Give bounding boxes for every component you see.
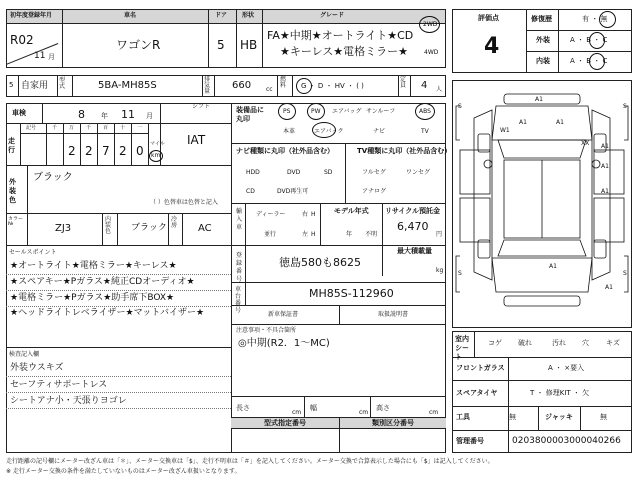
repair-circle <box>599 11 616 28</box>
notes-text: ◎中期(R2．1〜MC) <box>238 338 330 349</box>
inspection-month: 11 <box>121 108 135 121</box>
room-label: 室内シート <box>455 335 469 361</box>
recycle-value: 6,470 <box>397 220 429 233</box>
tv-analog: アナログ <box>362 188 387 195</box>
import-right: 右 <box>302 211 309 218</box>
length-unit: cm <box>292 409 302 416</box>
interior-grade-options: A ・ B ・ C <box>570 57 608 65</box>
drive-2wd: 2WD <box>423 21 438 28</box>
mileage-digit-3: 7 <box>102 144 110 158</box>
sales-points-label: セールスポイント <box>9 249 57 256</box>
color-code-value: ZJ3 <box>55 223 72 234</box>
model-value: 5BA-MH85S <box>98 80 157 91</box>
diagram-bracket-tr: S <box>623 103 627 110</box>
exterior-grade-label: 外装 <box>536 36 550 44</box>
import-left: 左 <box>302 231 309 238</box>
spare-label: スペアタイヤ <box>456 389 498 397</box>
import-parallel: 並行 <box>264 231 277 238</box>
equipment-airbag-2: エアバック <box>314 128 344 135</box>
exterior-grade-circle <box>589 32 605 49</box>
import-label: 輸入車 <box>236 208 243 231</box>
sales-line-2: ★スペアキー★Pガラス★純正CDオーディオ★ <box>10 277 195 287</box>
model-year-label: モデル年式 <box>334 207 369 215</box>
diagram-bracket-br: S <box>623 270 627 277</box>
inspection-label: 車検 <box>12 109 26 117</box>
mileage-label: 走行 <box>8 137 15 154</box>
nav-sd: SD <box>324 169 333 176</box>
import-dealer: ディーラー <box>256 211 286 218</box>
nav-dvd-play: DVD再生可 <box>277 188 309 195</box>
diagram-bracket-tl: S <box>458 103 462 110</box>
capacity-label: 定員 <box>400 76 407 89</box>
color-code-label: カラー№ <box>8 216 24 227</box>
shape-label: 形状 <box>242 12 255 19</box>
first-reg-year: R02 <box>10 33 34 47</box>
mileage-digit-2: 2 <box>85 144 93 158</box>
car-name: ワゴンR <box>116 38 161 52</box>
max-load-unit: kg <box>436 267 444 274</box>
doors-value: 5 <box>217 38 225 52</box>
room-item-4: 穴 <box>582 339 589 347</box>
doors-label: ドア <box>215 12 227 19</box>
diagram-mark-3: W1 <box>500 127 510 134</box>
diagram-mark-4: A1 <box>556 119 564 126</box>
mileage-unit-0: 千 <box>52 125 58 131</box>
repair-options: 有 ・ 無 <box>582 15 608 23</box>
interior-grade-label: 内装 <box>536 57 550 65</box>
equipment-tv: TV <box>421 128 429 135</box>
spare-value: T ・ 修理KIT ・ 欠 <box>530 389 590 397</box>
diagram-mark-2: A1 <box>519 119 527 126</box>
equipment-pw: PW <box>311 108 321 115</box>
chassis-label: 車台番号 <box>235 286 242 314</box>
capacity-unit: 人 <box>436 86 443 93</box>
score-value: 4 <box>484 34 500 59</box>
score-label: 評価点 <box>478 14 499 22</box>
inspector-line-1: 外装ウスキズ <box>10 363 64 373</box>
diagram-mark-8: A1 <box>601 188 609 195</box>
jack-label: ジャッキ <box>545 413 573 421</box>
plate-value: 徳島580も8625 <box>279 256 361 269</box>
glass-value: A ・ ×要入 <box>548 364 585 372</box>
mileage-remark-label: 記号 <box>26 125 37 131</box>
first-reg-month: 11 <box>34 51 46 61</box>
diagram-bracket-bl: S <box>458 270 462 277</box>
equipment-leather: 本革 <box>283 128 296 135</box>
category-label: 類別区分番号 <box>372 419 414 427</box>
diagram-mark-7: A1 <box>601 163 609 170</box>
import-handle-l: H <box>311 231 316 238</box>
equipment-airbag: エアバッグ <box>332 108 362 115</box>
model-label: 型式 <box>59 77 66 90</box>
exterior-label: 外装色 <box>9 178 16 204</box>
tools-value: 無 <box>509 413 516 421</box>
shape-value: HB <box>240 38 258 52</box>
exterior-grade-options: A ・ B ・ C <box>570 36 608 44</box>
drive-4wd: 4WD <box>424 49 439 56</box>
mileage-unit-3: 百 <box>103 125 109 131</box>
manual-label: 取扱説明書 <box>378 311 409 318</box>
diagram-mark-9: A1 <box>549 263 557 270</box>
mileage-unit-5: 一 <box>137 125 143 131</box>
inspection-year: 8 <box>78 108 85 121</box>
car-name-label: 車名 <box>124 12 137 19</box>
equipment-navi: ナビ <box>373 128 386 135</box>
length-label: 長さ <box>236 404 250 412</box>
fuel-label: 燃料 <box>280 76 287 89</box>
mileage-unit-km: km <box>151 152 161 159</box>
diagram-mark-10: A1 <box>605 284 613 291</box>
mileage-unit-2: 千 <box>86 125 92 131</box>
chassis-value: MH85S-112960 <box>309 287 394 300</box>
jack-value: 無 <box>600 413 607 421</box>
control-value: 0203800003000040266 <box>512 436 621 446</box>
use-value: 自家用 <box>21 81 49 91</box>
capacity-value: 4 <box>421 80 428 91</box>
ac-value: AC <box>198 223 212 234</box>
height-unit: cm <box>429 409 439 416</box>
footer-line-1: 走行距離の記号欄にメーター改ざん車は「＊」、メーター交換車は「$」、走行不明車は「＃」を記入してください。メーター交換で合算表示した場合にも「$」は記入してください。 <box>6 458 494 465</box>
mileage-unit-4: 十 <box>120 125 126 131</box>
inspection-year-unit: 年 <box>101 112 108 120</box>
max-load-label: 最大積載量 <box>397 247 432 255</box>
room-item-3: 汚れ <box>552 339 566 347</box>
nav-hdd: HDD <box>246 169 260 176</box>
diagram-mark-5: XX <box>581 140 590 147</box>
ac-label: 冷房 <box>171 216 178 229</box>
displacement-value: 660 <box>232 80 252 91</box>
interior-color-value: ブラック <box>131 223 167 233</box>
recycle-label: リサイクル預託金 <box>385 207 441 215</box>
control-label: 管理番号 <box>456 437 484 445</box>
repair-label: 修復歴 <box>531 15 552 23</box>
room-item-1: コゲ <box>488 339 502 347</box>
grade-line-2: ★キーレス★電格ミラー★ <box>280 45 409 58</box>
nav-dvd: DVD <box>287 169 301 176</box>
equipment-abs: ABS <box>419 108 431 115</box>
sales-line-3: ★電格ミラー★Pガラス★助手席下BOX★ <box>10 293 175 303</box>
tv-fullseg: フルセグ <box>362 169 386 176</box>
fuel-options: G ・ D ・ HV ・ ( ) <box>301 82 364 90</box>
sales-line-4: ★ヘッドライトレベライザー★マットバイザー★ <box>10 308 205 318</box>
shift-label: シフト <box>192 103 211 110</box>
model-year-unit: 年 <box>346 231 353 238</box>
width-unit: cm <box>359 409 369 416</box>
inspector-line-3: シートアナ小・天張りヨゴレ <box>10 396 127 406</box>
equipment-label: 装備品に丸印 <box>236 106 264 123</box>
tv-oneseg: ワンセグ <box>406 169 431 176</box>
notes-label: 注意事項・不具合箇所 <box>236 327 297 334</box>
plate-label: 登録番号 <box>236 252 243 283</box>
displacement-unit: cc <box>266 86 273 93</box>
nav-cd: CD <box>246 188 255 195</box>
sales-line-1: ★オートライト★電格ミラー★キーレス★ <box>10 261 177 271</box>
grade-label: グレード <box>320 12 345 19</box>
width-label: 幅 <box>310 404 317 412</box>
recycle-unit: 円 <box>436 231 443 238</box>
inspection-month-unit: 月 <box>146 112 153 120</box>
mileage-unit-1: 万 <box>69 125 75 131</box>
room-item-2: 破れ <box>518 339 532 347</box>
first-reg-month-unit: 月 <box>48 53 55 61</box>
inspector-line-2: セーフティサポートレス <box>10 380 108 390</box>
mileage-digit-5: 0 <box>136 144 144 158</box>
diagram-mark-1: A1 <box>535 96 543 103</box>
exterior-note: （ ）色替車は色替と記入 <box>150 199 218 206</box>
mileage-unit-mile: マイル <box>150 141 165 147</box>
model-year-unknown: 不明 <box>365 231 378 238</box>
warranty-label: 新車保証書 <box>268 311 299 318</box>
grade-line-1: FA★中期★オートライト★CD <box>267 29 414 42</box>
interior-color-label: 内装色 <box>105 216 112 235</box>
import-handle-r: H <box>311 211 316 218</box>
interior-grade-circle <box>589 53 605 70</box>
height-label: 高さ <box>376 404 390 412</box>
tools-label: 工具 <box>456 413 470 421</box>
displacement-label: 排気量 <box>204 76 211 95</box>
diagram-mark-6: A1 <box>601 143 609 150</box>
glass-label: フロントガラス <box>456 364 505 372</box>
room-item-5: キズ <box>606 339 620 347</box>
equipment-sunroof: サンルーフ <box>366 108 396 115</box>
model-no-label: 型式指定番号 <box>264 419 306 427</box>
tv-types-label: TV種類に丸印（社外品含む） <box>357 147 452 155</box>
inspector-label: 検査記入欄 <box>9 351 40 358</box>
footer-line-2: ※ 走行メーター交換の条件を満たしていないものはメーター改ざん車扱いとなります。 <box>6 468 241 475</box>
row2-left-mark: 5 <box>9 81 14 89</box>
nav-types-label: ナビ種類に丸印（社外品含む） <box>236 147 334 155</box>
first-reg-label: 初年度登録年月 <box>10 12 53 19</box>
equipment-ps: PS <box>283 108 291 115</box>
mileage-digit-4: 2 <box>119 144 127 158</box>
exterior-color: ブラック <box>33 172 73 183</box>
shift-value: IAT <box>187 133 206 147</box>
mileage-digit-1: 2 <box>68 144 76 158</box>
